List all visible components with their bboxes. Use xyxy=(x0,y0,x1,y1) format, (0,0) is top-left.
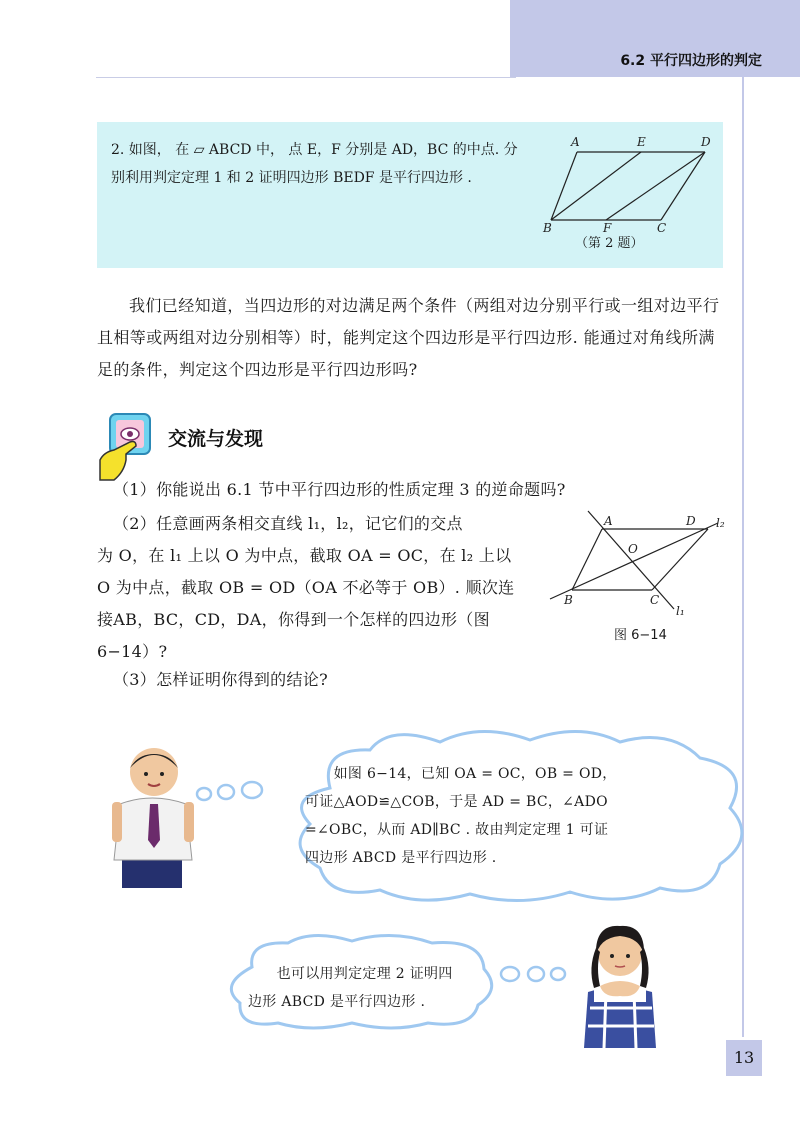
header-rule xyxy=(96,77,516,78)
cloud-1-text xyxy=(305,760,705,872)
fig-label: B xyxy=(543,221,552,232)
fig-edge xyxy=(652,529,708,590)
fig-label: B xyxy=(564,593,573,607)
cloud-2-line: 也可以用判定定理 2 证明四 xyxy=(248,966,453,982)
exercise-caption: （第 2 题） xyxy=(575,236,644,251)
fig-label: C xyxy=(657,221,667,232)
cloud-1-line: =∠OBC，从而 AD∥BC . 故由判定定理 1 可证 xyxy=(305,822,609,838)
line-l1 xyxy=(588,511,674,609)
section-heading: 交流与发现 xyxy=(168,428,264,450)
page-number-box xyxy=(726,1040,762,1076)
cloud-1-line: 可证△AOD≌△COB，于是 AD = BC，∠ADO xyxy=(305,794,608,810)
question-2-line: 接AB，BC，CD，DA，你得到一个怎样的四边形（图 xyxy=(97,610,490,629)
fig-label: l₁ xyxy=(676,604,685,618)
header-tab xyxy=(510,0,800,77)
thought-bubbles xyxy=(190,780,270,804)
exercise-figure xyxy=(537,132,717,232)
fig-edge xyxy=(661,152,705,220)
hand-pointing-icon xyxy=(96,408,156,484)
question-2-line: 6−14）? xyxy=(97,642,168,661)
line-l2 xyxy=(550,523,718,599)
question-2-line: 为 O，在 l₁ 上以 O 为中点，截取 OA = OC，在 l₂ 上以 xyxy=(97,546,512,565)
question-2-line: O 为中点，截取 OB = OD（OA 不必等于 OB）. 顺次连 xyxy=(97,578,515,597)
cloud-1-line: 四边形 ABCD 是平行四边形 . xyxy=(305,850,497,866)
girl-illustration xyxy=(580,918,660,1048)
exercise-box xyxy=(97,122,723,268)
section-title: 6.2 平行四边形的判定 xyxy=(620,53,762,69)
fig-label: D xyxy=(686,514,696,528)
fig-label: A xyxy=(571,135,580,149)
fig-edge xyxy=(606,152,705,220)
fig-label: E xyxy=(637,135,646,149)
fig-label: l₂ xyxy=(716,516,725,530)
fig-label: O xyxy=(628,542,638,556)
fig-label: F xyxy=(603,221,612,232)
exercise-text: 2. 如图， 在 ▱ ABCD 中， 点 E，F 分别是 AD，BC 的中点. 分别利用判定定理 1 和 2 证明四边形 BEDF 是平行四边形 . xyxy=(111,142,518,186)
thought-bubbles xyxy=(496,962,572,986)
figure-6-14 xyxy=(540,505,740,621)
question-3: （3）怎样证明你得到的结论? xyxy=(113,670,328,689)
fig-edge xyxy=(572,529,602,590)
page-number: 13 xyxy=(733,1048,755,1067)
question-2-line: （2）任意画两条相交直线 l₁，l₂，记它们的交点 xyxy=(113,514,463,533)
fig-label: D xyxy=(701,135,711,149)
fig-label: C xyxy=(650,593,660,607)
question-1: （1）你能说出 6.1 节中平行四边形的性质定理 3 的逆命题吗? xyxy=(113,480,566,499)
cloud-1-line: 如图 6−14，已知 OA = OC，OB = OD， xyxy=(305,766,617,782)
fig-label: A xyxy=(604,514,613,528)
cloud-2-line: 边形 ABCD 是平行四边形 . xyxy=(248,994,426,1010)
boy-illustration xyxy=(110,742,200,888)
cloud-2-text xyxy=(248,960,488,1016)
intro-paragraph: 我们已经知道，当四边形的对边满足两个条件（两组对边分别平行或一组对边平行且相等或两组对边分别相等）时，能判定这个四边形是平行四边形. 能通过对角线所满足的条件，判定这个四边形是平行四边形吗? xyxy=(97,296,720,379)
figure-caption: 图 6−14 xyxy=(614,628,667,643)
